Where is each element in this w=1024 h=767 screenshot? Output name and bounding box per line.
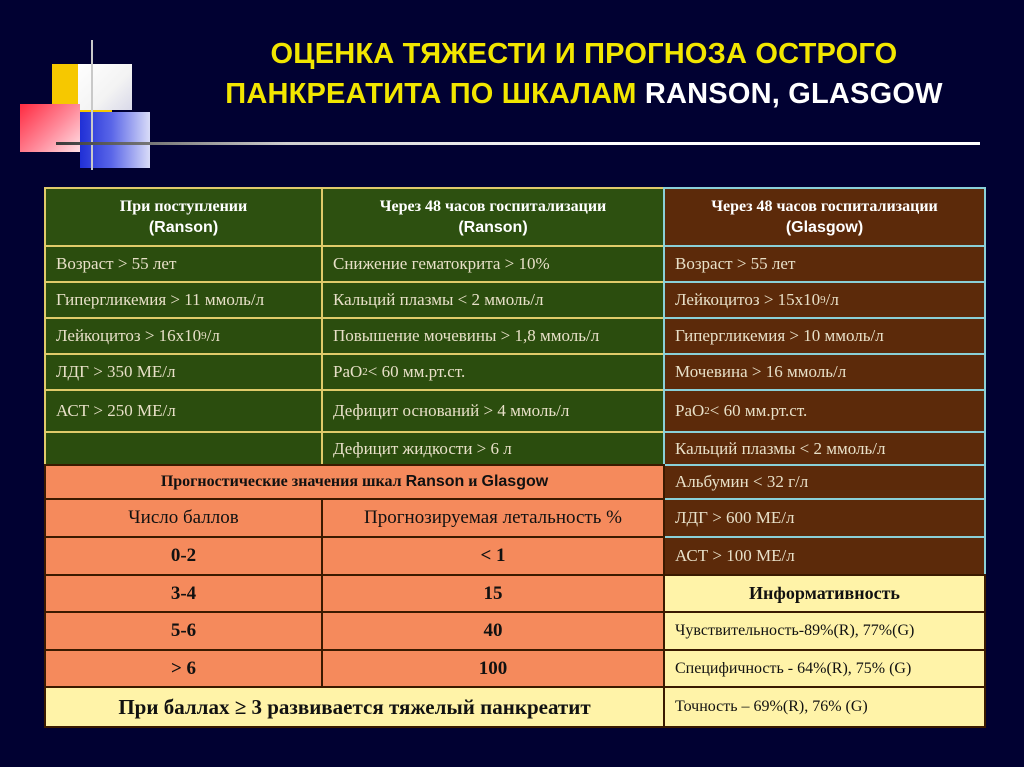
mortality-value: 40 <box>321 611 665 651</box>
glasgow-row: АСТ > 100 МЕ/л <box>663 536 986 576</box>
decor-square-white <box>78 64 132 110</box>
ranson-48h-row: Повышение мочевины > 1,8 ммоль/л <box>321 317 665 355</box>
glasgow-row: Альбумин < 32 г/л <box>663 464 986 500</box>
title-line-2-scales: RANSON, GLASGOW <box>644 78 943 110</box>
points-value: 0-2 <box>44 536 323 576</box>
glasgow-row-text: Лейкоцитоз > 15х10 <box>675 290 821 309</box>
decor-vertical-line <box>91 40 93 170</box>
subscript-index: 2 <box>704 405 710 417</box>
superscript-exponent: 9 <box>820 294 826 306</box>
glasgow-row <box>663 281 986 319</box>
header-admission-line1: При поступлении <box>119 198 248 215</box>
ranson-admission-row: АСТ > 250 МЕ/л <box>44 389 323 433</box>
title-underline <box>56 142 980 145</box>
header-admission-ranson <box>44 187 323 247</box>
ranson-48h-row: Кальций плазмы < 2 ммоль/л <box>321 281 665 319</box>
ranson-48h-row-value: < 60 мм.рт.ст. <box>367 362 466 381</box>
points-value: 3-4 <box>44 574 323 613</box>
mortality-value: 100 <box>321 649 665 688</box>
points-value: 5-6 <box>44 611 323 651</box>
points-value: > 6 <box>44 649 323 688</box>
informativeness-header: Информативность <box>663 574 986 613</box>
prognosis-header <box>44 464 665 500</box>
specificity-value: Специфичность - 64%(R), 75% (G) <box>663 649 986 688</box>
prognosis-header-and: и <box>468 473 478 490</box>
glasgow-row-value: < 60 мм.рт.ст. <box>709 401 808 420</box>
header-48h-glasgow-line2: (Glasgow) <box>785 219 864 236</box>
ranson-48h-row: Дефицит оснований > 4 ммоль/л <box>321 389 665 433</box>
glasgow-row-text: PaO <box>675 401 705 420</box>
header-48h-ranson-line1: Через 48 часов госпитализации <box>379 198 607 215</box>
glasgow-row: Мочевина > 16 ммоль/л <box>663 353 986 391</box>
accuracy-value: Точность – 69%(R), 76% (G) <box>663 686 986 728</box>
ranson-48h-row-text: PaO <box>333 362 363 381</box>
header-48h-glasgow <box>663 187 986 247</box>
ranson-admission-row-empty <box>44 431 323 466</box>
sensitivity-value: Чувствительность-89%(R), 77%(G) <box>663 611 986 651</box>
ranson-admission-row-text: Лейкоцитоз > 16х10 <box>56 326 202 345</box>
ranson-admission-row <box>44 317 323 355</box>
glasgow-row: Гипергликемия > 10 ммоль/л <box>663 317 986 355</box>
glasgow-row-unit: /л <box>825 290 839 309</box>
column-header-points: Число баллов <box>44 498 323 538</box>
prognosis-header-ranson: Ranson <box>405 473 465 490</box>
ranson-admission-row: Возраст > 55 лет <box>44 245 323 283</box>
glasgow-row: ЛДГ > 600 МЕ/л <box>663 498 986 538</box>
title-line-2-main: ПАНКРЕАТИТА ПО ШКАЛАМ <box>225 78 637 110</box>
superscript-exponent: 9 <box>201 330 207 342</box>
glasgow-row: Возраст > 55 лет <box>663 245 986 283</box>
subscript-index: 2 <box>362 366 368 378</box>
ranson-admission-row-unit: /л <box>206 326 220 345</box>
ranson-admission-row: Гипергликемия > 11 ммоль/л <box>44 281 323 319</box>
page-title <box>150 34 1018 114</box>
title-line-2 <box>150 74 1018 114</box>
severity-conclusion: При баллах ≥ 3 развивается тяжелый панкреатит <box>44 686 665 728</box>
header-48h-ranson-line2: (Ranson) <box>458 219 528 236</box>
header-48h-ranson <box>321 187 665 247</box>
column-header-mortality: Прогнозируемая летальность % <box>321 498 665 538</box>
header-48h-glasgow-line1: Через 48 часов госпитализации <box>711 198 938 215</box>
ranson-admission-row: ЛДГ > 350 МЕ/л <box>44 353 323 391</box>
prognosis-header-glasgow: Glasgow <box>481 473 549 490</box>
header-admission-line2: (Ranson) <box>148 219 219 236</box>
glasgow-row: Кальций плазмы < 2 ммоль/л <box>663 431 986 466</box>
ranson-48h-row: Дефицит жидкости > 6 л <box>321 431 665 466</box>
mortality-value: 15 <box>321 574 665 613</box>
mortality-value: < 1 <box>321 536 665 576</box>
title-line-1: ОЦЕНКА ТЯЖЕСТИ И ПРОГНОЗА ОСТРОГО <box>270 38 898 70</box>
glasgow-row <box>663 389 986 433</box>
ranson-48h-row: Снижение гематокрита > 10% <box>321 245 665 283</box>
prognosis-header-text: Прогностические значения шкал <box>160 473 402 490</box>
ranson-48h-row <box>321 353 665 391</box>
